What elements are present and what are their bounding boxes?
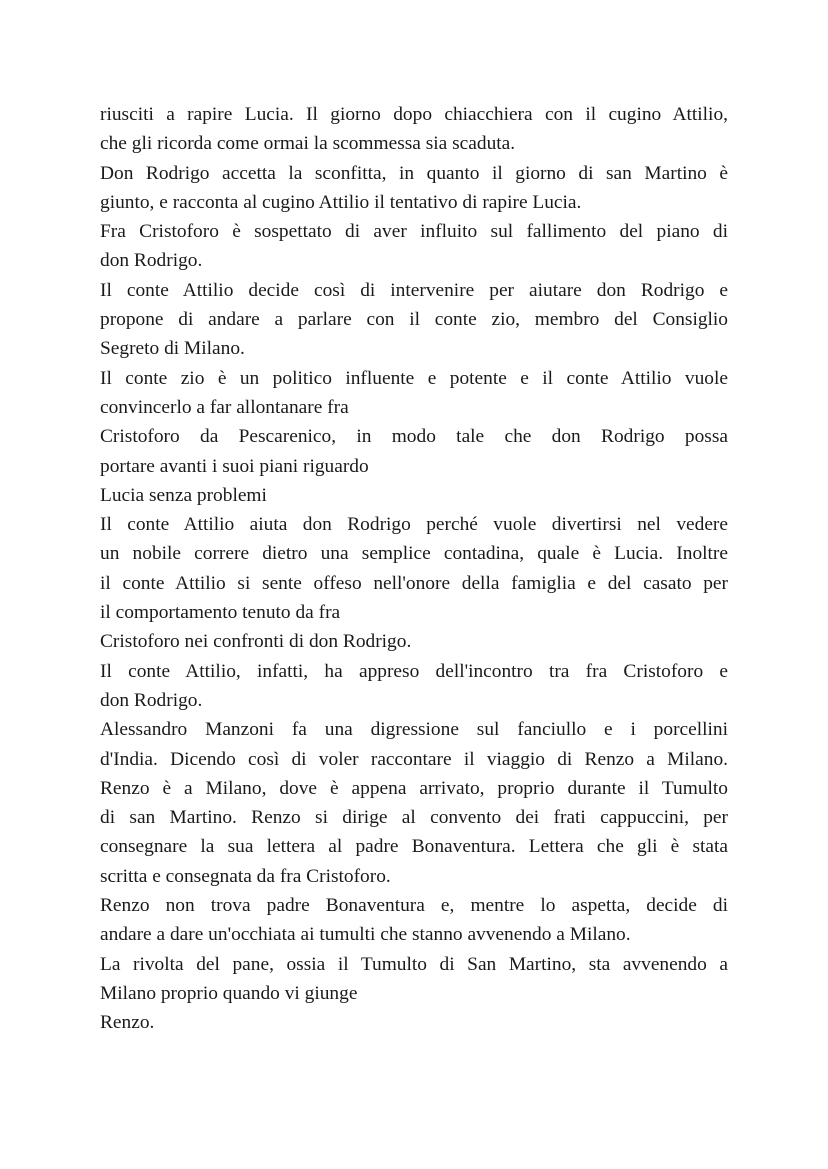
text-line: Milano proprio quando vi giunge	[100, 982, 358, 1004]
text-line: riusciti a rapire Lucia. Il giorno dopo chiacchiera con il cugino Attilio,	[100, 104, 728, 125]
text-line: La rivolta del pane, ossia il Tumulto di San Martino, sta avvenendo a	[100, 953, 728, 975]
text-line: Il conte Attilio decide così di intervenire per aiutare don Rodrigo e	[100, 279, 728, 301]
text-line: don Rodrigo.	[100, 250, 203, 272]
text-line: un nobile correre dietro una semplice contadina, quale è Lucia. Inoltre	[100, 543, 728, 565]
text-line: Renzo è a Milano, dove è appena arrivato, proprio durante il Tumulto	[100, 777, 728, 799]
document-body-text	[100, 100, 728, 1038]
text-line: convincerlo a far allontanare fra	[100, 396, 349, 418]
text-line: Fra Cristoforo è sospettato di aver influito sul fallimento del piano di	[100, 221, 728, 243]
text-line: di san Martino. Renzo si dirige al convento dei frati cappuccini, per	[100, 807, 728, 829]
text-line: scritta e consegnata da fra Cristoforo.	[100, 865, 391, 887]
text-line: Lucia senza problemi	[100, 484, 267, 506]
text-line: Don Rodrigo accetta la sconfitta, in quanto il giorno di san Martino è	[100, 162, 728, 184]
text-line: d'India. Dicendo così di voler raccontare il viaggio di Renzo a Milano.	[100, 748, 728, 770]
text-line: il conte Attilio si sente offeso nell'onore della famiglia e del casato per	[100, 572, 728, 594]
text-line: Il conte Attilio aiuta don Rodrigo perché vuole divertirsi nel vedere	[100, 514, 728, 536]
text-line: giunto, e racconta al cugino Attilio il tentativo di rapire Lucia.	[100, 191, 582, 213]
text-line: consegnare la sua lettera al padre Bonaventura. Lettera che gli è stata	[100, 836, 728, 858]
text-line: andare a dare un'occhiata ai tumulti che stanno avvenendo a Milano.	[100, 924, 631, 946]
text-line: propone di andare a parlare con il conte zio, membro del Consiglio	[100, 309, 728, 331]
text-line: Il conte Attilio, infatti, ha appreso dell'incontro tra fra Cristoforo e	[100, 660, 728, 682]
text-line: Renzo non trova padre Bonaventura e, mentre lo aspetta, decide di	[100, 895, 728, 917]
text-line: Alessandro Manzoni fa una digressione sul fanciullo e i porcellini	[100, 719, 728, 741]
text-line: che gli ricorda come ormai la scommessa sia scaduta.	[100, 133, 516, 155]
text-line: il comportamento tenuto da fra	[100, 602, 341, 624]
text-line: portare avanti i suoi piani riguardo	[100, 455, 369, 477]
text-line: Segreto di Milano.	[100, 338, 245, 360]
text-line: Il conte zio è un politico influente e potente e il conte Attilio vuole	[100, 367, 728, 389]
text-line: Renzo.	[100, 1012, 155, 1034]
text-line: Cristoforo nei confronti di don Rodrigo.	[100, 631, 412, 653]
text-line: don Rodrigo.	[100, 689, 203, 711]
text-line: Cristoforo da Pescarenico, in modo tale che don Rodrigo possa	[100, 426, 728, 448]
